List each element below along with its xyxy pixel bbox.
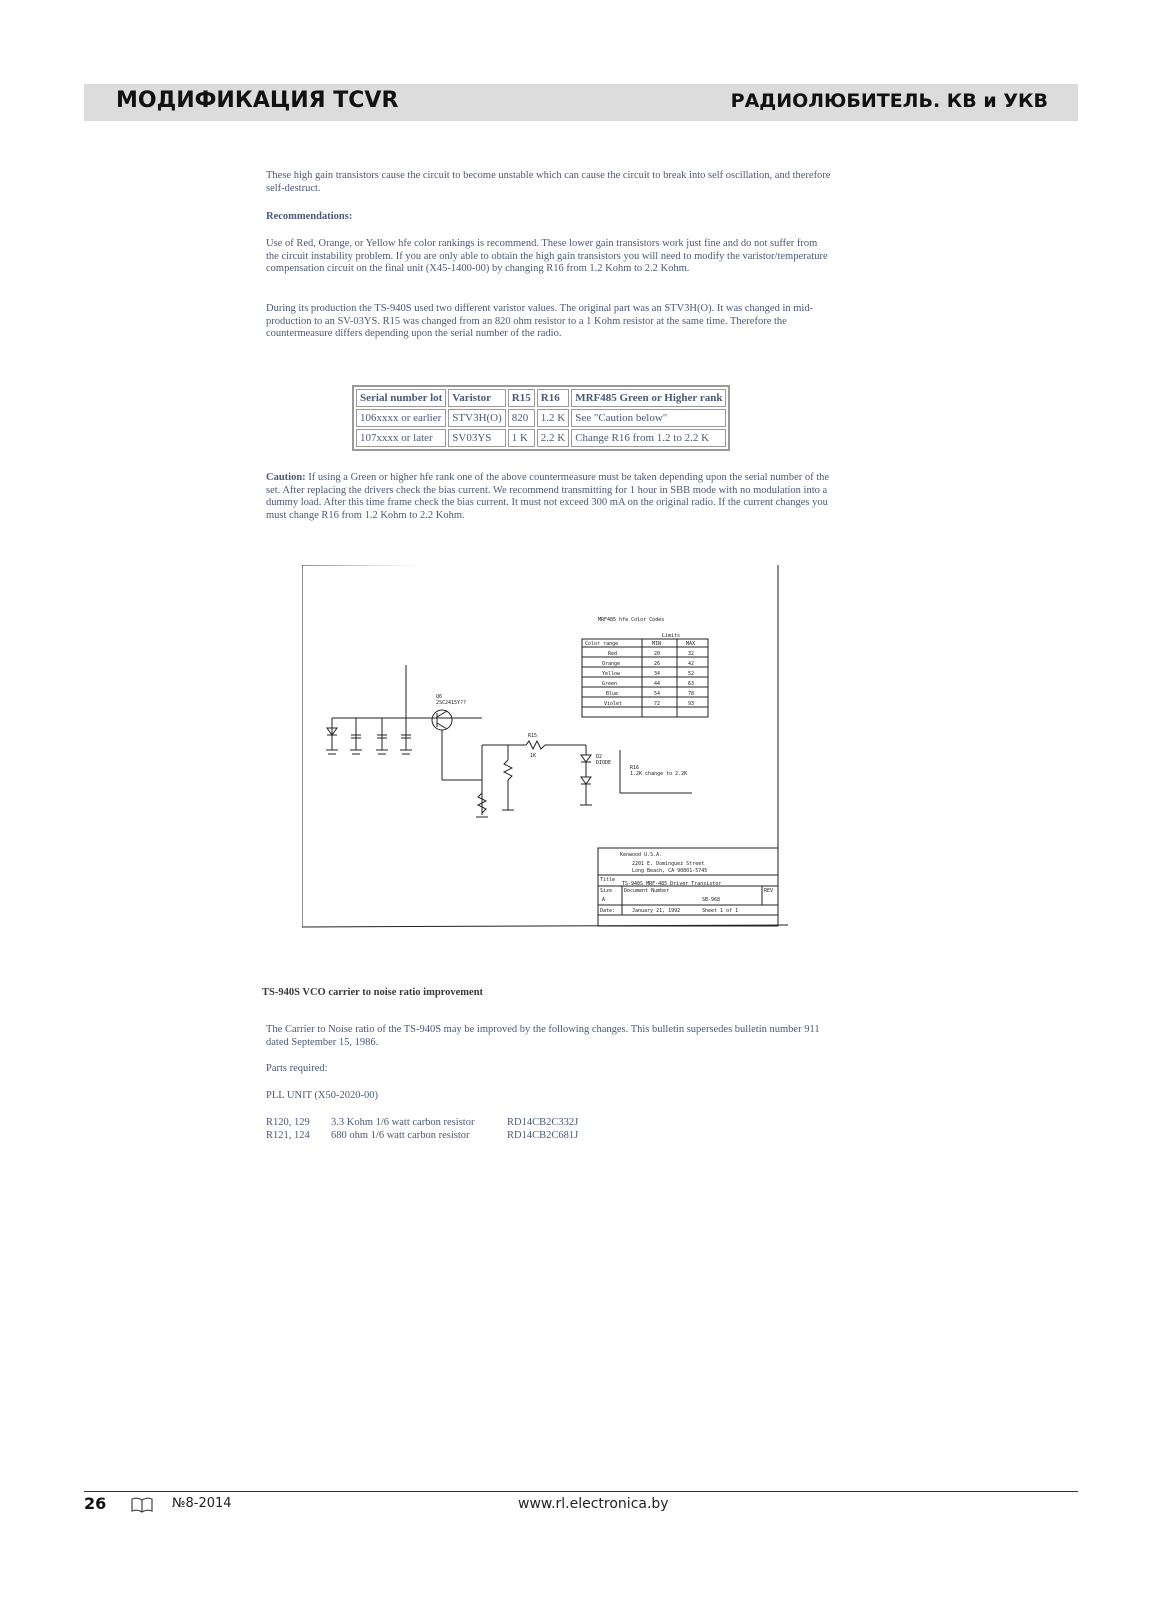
- d2-part: DIODE: [596, 760, 612, 766]
- table-header-cell: Varistor: [448, 389, 506, 407]
- sheet-value: Sheet 1 of 1: [702, 908, 739, 914]
- issue-number: №8-2014: [172, 1496, 232, 1511]
- r16-label: R16: [630, 765, 640, 771]
- part-refs: R121, 124: [266, 1130, 310, 1141]
- color-max: 32: [688, 651, 695, 657]
- table-cell: SV03YS: [448, 429, 506, 447]
- page-number: 26: [84, 1494, 107, 1513]
- header-bar: [84, 84, 1078, 121]
- table-cell: STV3H(O): [448, 409, 506, 427]
- rev-label: REV: [764, 888, 774, 894]
- driver-transistor-schematic: [302, 565, 792, 933]
- size-value: A: [602, 897, 606, 903]
- table-row: [356, 429, 726, 447]
- table-cell: 106xxxx or earlier: [356, 409, 446, 427]
- pll-unit-label: PLL UNIT (X50-2020-00): [266, 1090, 378, 1101]
- d2-label: D2: [596, 754, 603, 760]
- table-cell: 1 K: [508, 429, 535, 447]
- part-refs: R120, 129: [266, 1117, 310, 1128]
- table-header-cell: R16: [537, 389, 569, 407]
- table-row: [356, 409, 726, 427]
- footer-divider: [84, 1491, 1078, 1492]
- color-max: 63: [688, 681, 695, 687]
- color-min: 72: [654, 701, 661, 707]
- color-min: 26: [654, 661, 661, 667]
- color-name: Violet: [604, 701, 623, 707]
- paragraph-recommendations: Use of Red, Orange, or Yellow hfe color rankings is recommend. These lower gain transistors work just fine and do not suffer from the circuit instability problem. If you are only able to obtain the high gain transistors you will need to modify the varistor/temperature compensation circuit on the final unit (X45-1400-00) by changing R16 from 1.2 Kohm to 2.2 Kohm.: [266, 238, 828, 274]
- paragraph-production: During its production the TS-940S used two different varistor values. The original part was an STV3H(O). It was changed in mid-production to an SV-03YS. R15 was changed from an 820 ohm resistor to a 1 Kohm resistor at the same time. Therefore the countermeasure differs depending upon the serial number of the radio.: [266, 303, 814, 339]
- company-address: 2201 E. Dominguez Street: [632, 861, 705, 867]
- book-icon: [130, 1497, 154, 1513]
- q6-label: Q6: [436, 694, 443, 700]
- table-header-row: [356, 389, 726, 407]
- color-max: 52: [688, 671, 695, 677]
- drawing-title: TS-940S MRF-485 Driver Transistor: [622, 881, 722, 887]
- table-cell: See "Caution below": [571, 409, 726, 427]
- magazine-title: РАДИОЛЮБИТЕЛЬ. КВ и УКВ: [730, 90, 1048, 112]
- color-name: Green: [602, 681, 618, 687]
- vco-section-title: TS-940S VCO carrier to noise ratio improvement: [262, 987, 484, 998]
- caution-label: Caution:: [266, 472, 306, 483]
- table-cell: 2.2 K: [537, 429, 569, 447]
- paragraph-instability: These high gain transistors cause the circuit to become unstable which can cause the circuit to break into self oscillation, and therefore self-destruct.: [266, 170, 831, 194]
- max-col-label: MAX: [686, 641, 696, 647]
- r15-value: 1K: [530, 753, 537, 759]
- date-label: Date:: [600, 908, 616, 914]
- docnum-value: SB-968: [702, 897, 721, 903]
- title-label: Title: [600, 877, 616, 883]
- parts-required-label: Parts required:: [266, 1063, 328, 1074]
- table-cell: 107xxxx or later: [356, 429, 446, 447]
- table-header-cell: Serial number lot: [356, 389, 446, 407]
- color-min: 20: [654, 651, 661, 657]
- company-address: Long Beach, CA 90801-5745: [632, 868, 708, 874]
- limits-label: Limits: [662, 633, 681, 639]
- color-name: Red: [608, 651, 618, 657]
- part-code: RD14CB2C681J: [507, 1130, 579, 1141]
- q6-part: 2SC2415Y??: [436, 700, 467, 706]
- part-description: 3.3 Kohm 1/6 watt carbon resistor: [331, 1117, 475, 1128]
- color-max: 78: [688, 691, 695, 697]
- website-url: www.rl.electronica.by: [518, 1496, 669, 1512]
- color-max: 42: [688, 661, 695, 667]
- color-name: Orange: [602, 661, 621, 667]
- part-code: RD14CB2C332J: [507, 1117, 579, 1128]
- r15-label: R15: [528, 733, 538, 739]
- docnum-label: Document Number: [624, 888, 670, 894]
- section-title: МОДИФИКАЦИЯ TCVR: [116, 88, 399, 113]
- recommendations-heading: Recommendations:: [266, 211, 353, 222]
- min-col-label: MIN: [652, 641, 662, 647]
- vco-intro-paragraph: The Carrier to Noise ratio of the TS-940S may be improved by the following changes. This bulletin supersedes bulletin number 911 dated September 15, 1986.: [266, 1024, 820, 1048]
- parts-list-item: [266, 1130, 578, 1143]
- table-cell: 1.2 K: [537, 409, 569, 427]
- table-cell: 820: [508, 409, 535, 427]
- color-min: 44: [654, 681, 661, 687]
- table-cell: Change R16 from 1.2 to 2.2 K: [571, 429, 726, 447]
- table-header-cell: R15: [508, 389, 535, 407]
- size-label: Size: [600, 888, 613, 894]
- parts-list-item: [266, 1117, 578, 1130]
- color-col-label: Color range: [585, 641, 619, 647]
- r16-note: 1.2K change to 2.2K: [630, 771, 688, 777]
- table-header-cell: MRF485 Green or Higher rank: [571, 389, 726, 407]
- countermeasure-table: [352, 385, 730, 451]
- color-max: 93: [688, 701, 695, 707]
- color-min: 54: [654, 691, 661, 697]
- color-min: 34: [654, 671, 661, 677]
- date-value: January 21, 1992: [632, 908, 681, 914]
- part-description: 680 ohm 1/6 watt carbon resistor: [331, 1130, 470, 1141]
- company-name: Kenwood U.S.A.: [620, 852, 663, 858]
- caution-text: If using a Green or higher hfe rank one of the above countermeasure must be taken depending upon the serial number of the set. After replacing the drivers check the bias current. We recommend transmitting for 1 hour in SBB mode with no modulation into a dummy load. After this time frame check the bias current. It must not exceed 300 mA on the original radio. If the current changes you must change R16 from 1.2 Kohm to 2.2 Kohm.: [266, 472, 830, 521]
- color-table-title: MRF485 hfe Color Codes: [598, 617, 665, 623]
- color-name: Yellow: [602, 671, 621, 677]
- color-name: Blue: [606, 691, 619, 697]
- caution-paragraph: [266, 472, 832, 522]
